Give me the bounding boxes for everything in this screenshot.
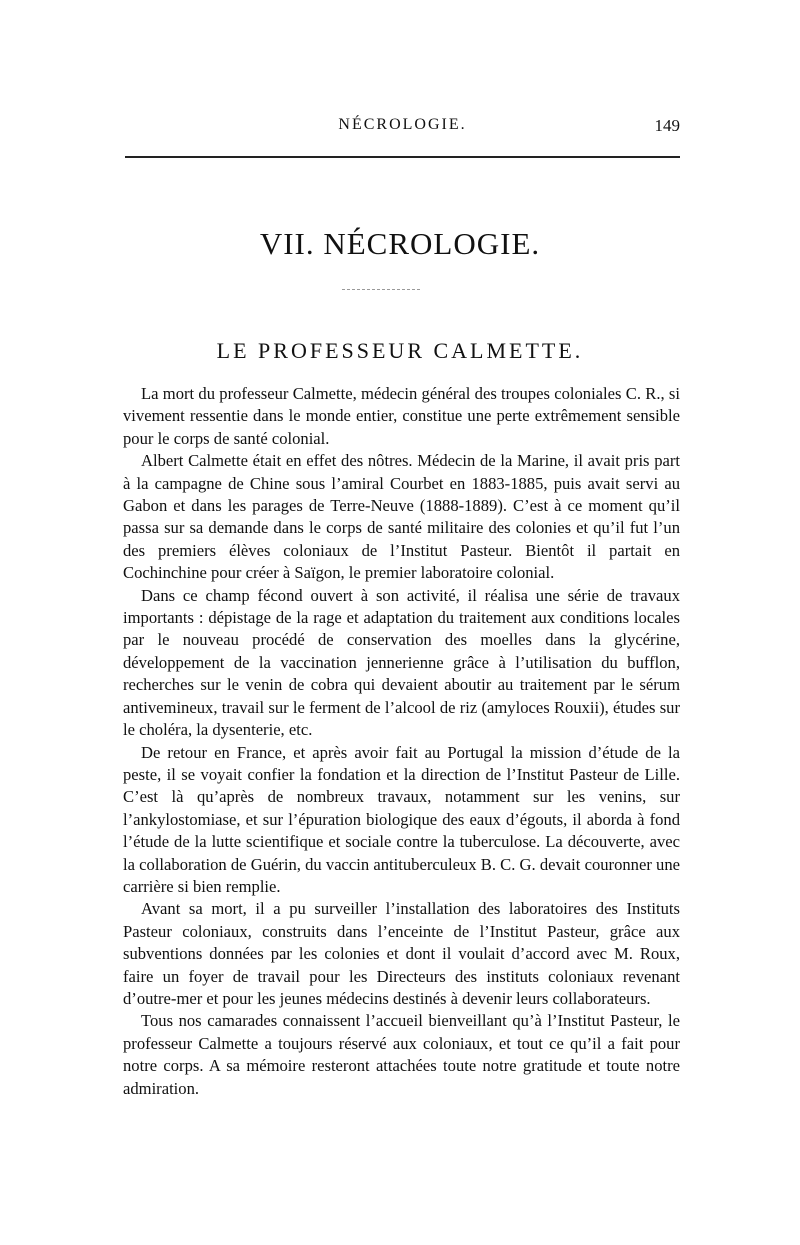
section-title: VII. NÉCROLOGIE. (259, 226, 541, 261)
page-number: 149 (654, 116, 680, 135)
running-head (125, 116, 680, 142)
paragraph: Tous nos camarades connaissent l’accueil bienveillant qu’à l’Institut Pasteur, le professeur Calmette a toujours réservé aux coloniaux, et tout ce qu’il a fait pour notre corps. A sa mémoire resteront attachées toute notre gratitude et toute notre admiration. (123, 1011, 680, 1098)
paragraph: Dans ce champ fécond ouvert à son activité, il réalisa une série de travaux importants : dépistage de la rage et adaptation du traitement aux conditions locales par le nouveau procédé de conservation des moelles dans la glycérine, développement de la vaccination jennerienne grâce à l’utilisation du bufflon, recherches sur le venin de cobra qui devaient aboutir au traitement par le sérum antivemineux, travail sur le ferment de l’alcool de riz (amyloces Rouxii), études sur le choléra, la dysenterie, etc. (123, 585, 680, 740)
paragraph: De retour en France, et après avoir fait au Portugal la mission d’étude de la peste, il se voyait confier la fondation et la direction de l’Institut Pasteur de Lille. C’est là qu’après de nombreux travaux, notamment sur les venins, sur l’ankylostomiase, et sur l’épuration biologique des eaux d’égouts, il aborda à fond l’étude de la lutte scientifique et sociale contre la tuberculose. La découverte, avec la collaboration de Guérin, du vaccin antituberculeux B. C. G. devait couronner une carrière si bien remplie. (123, 742, 680, 896)
separator-ornament (342, 289, 420, 290)
header-rule (125, 156, 680, 158)
paragraph: Albert Calmette était en effet des nôtres. Médecin de la Marine, il avait pris part à la campagne de Chine sous l’amiral Courbet en 1883-1885, puis avait servi au Gabon et dans les parages de Terre-Neuve (1888-1889). C’est à ce moment qu’il passa sur sa demande dans le corps de santé militaire des colonies et qu’il fut l’un des premiers élèves coloniaux de l’Institut Pasteur. Bientôt il partait en Cochinchine pour créer à Saïgon, le premier laboratoire colonial. (123, 451, 680, 583)
running-title: NÉCROLOGIE. (338, 116, 467, 133)
article-body (123, 383, 680, 1100)
paragraph: Avant sa mort, il a pu surveiller l’installation des laboratoires des Instituts Pasteur coloniaux, construits dans l’enceinte de l’Institut Pasteur, grâce aux subventions données par les colonies et dont il voulait d’accord avec M. Roux, faire un foyer de travail pour les Directeurs des instituts coloniaux revenant d’outre-mer et pour les jeunes médecins destinés à devenir leurs collaborateurs. (123, 899, 680, 1008)
paragraph: La mort du professeur Calmette, médecin général des troupes coloniales C. R., si vivement ressentie dans le monde entier, constitue une perte extrêmement sensible pour le corps de santé colonial. (123, 384, 680, 448)
article-title: LE PROFESSEUR CALMETTE. (216, 338, 584, 363)
